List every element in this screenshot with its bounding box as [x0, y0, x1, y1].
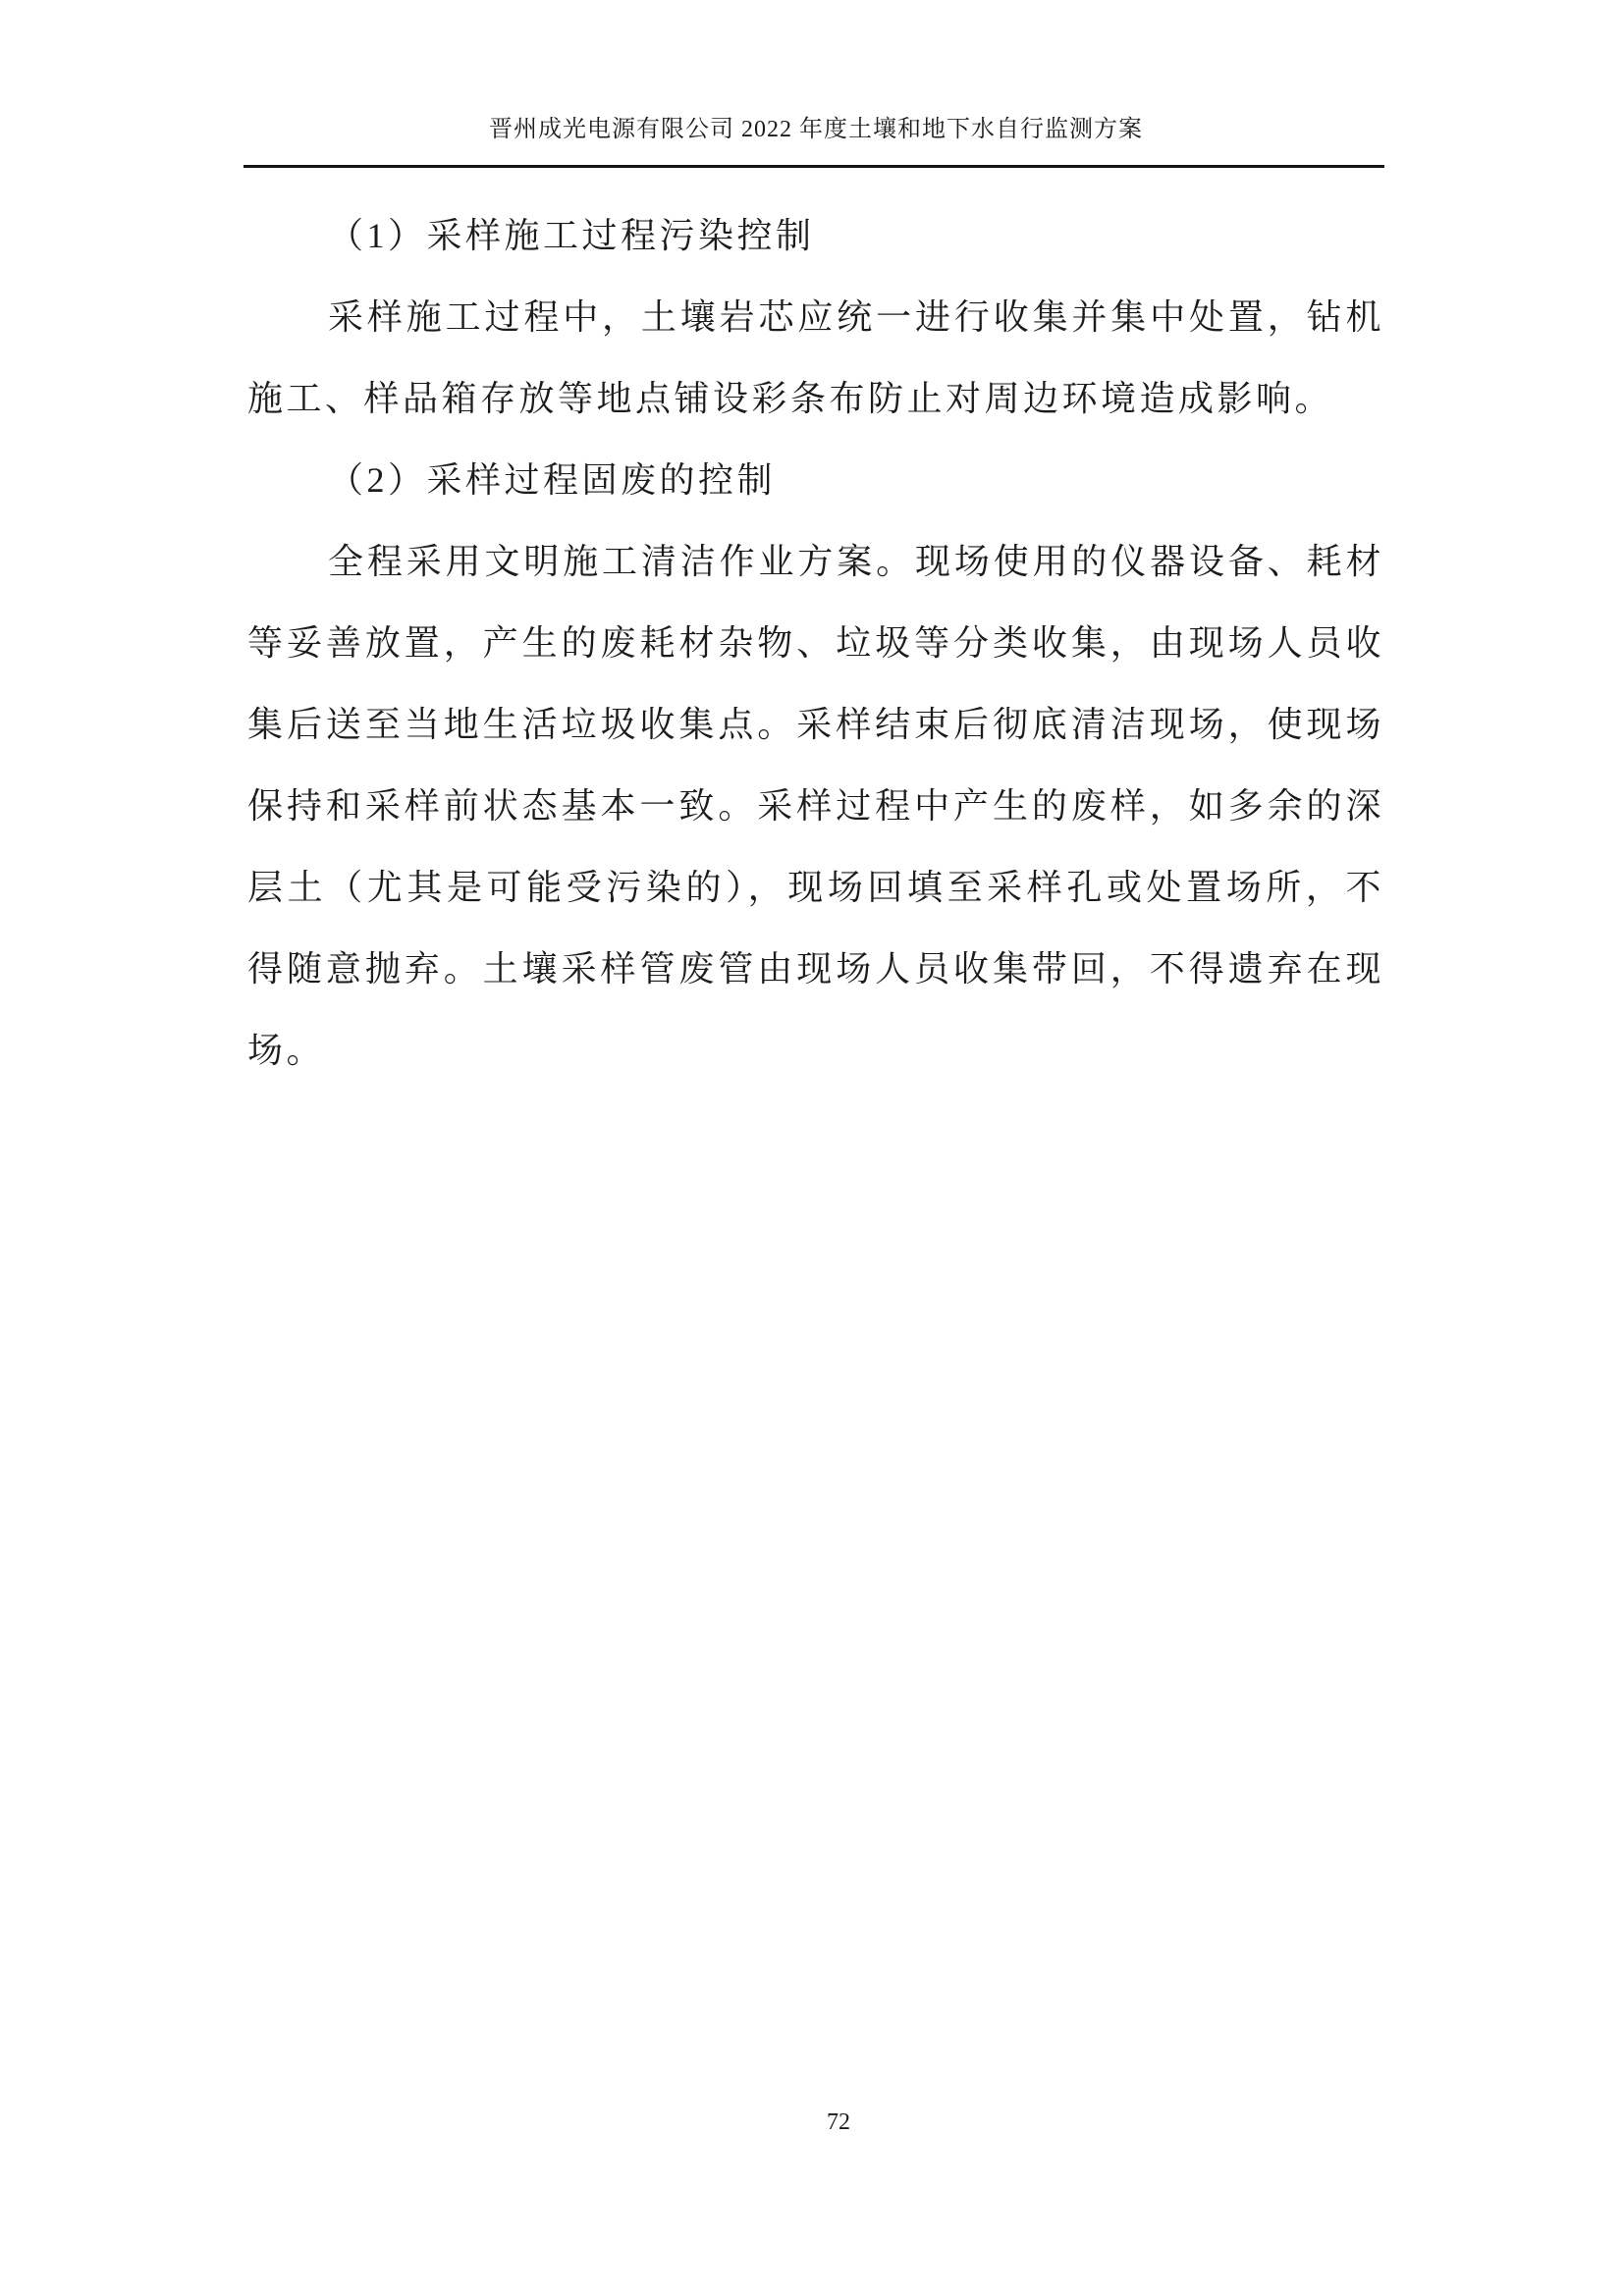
paragraph-line: 等妥善放置，产生的废耗材杂物、垃圾等分类收集，由现场人员收 [247, 623, 1384, 663]
paragraph-line: 集后送至当地生活垃圾收集点。采样结束后彻底清洁现场，使现场 [247, 705, 1384, 744]
page-number: 72 [827, 2109, 850, 2135]
body-text [247, 195, 1384, 1092]
paragraph-line: 保持和采样前状态基本一致。采样过程中产生的废样，如多余的深 [247, 786, 1384, 826]
section-heading-2: （2）采样过程固废的控制 [328, 460, 777, 500]
paragraph-line: 得随意抛弃。土壤采样管废管由现场人员收集带回，不得遗弃在现 [247, 949, 1384, 988]
paragraph-line: 全程采用文明施工清洁作业方案。现场使用的仪器设备、耗材 [328, 542, 1384, 581]
section-heading-1: （1）采样施工过程污染控制 [328, 216, 815, 255]
paragraph-line: 施工、样品箱存放等地点铺设彩条布防止对周边环境造成影响。 [247, 379, 1334, 418]
header-divider [243, 165, 1384, 168]
paragraph-2 [247, 521, 1384, 1092]
paragraph-line: 采样施工过程中，土壤岩芯应统一进行收集并集中处置，钻机 [328, 297, 1384, 337]
paragraph-1 [247, 277, 1384, 440]
running-header-title: 晋州成光电源有限公司 2022 年度土壤和地下水自行监测方案 [489, 117, 1143, 142]
paragraph-line: 层土（尤其是可能受污染的），现场回填至采样孔或处置场所，不 [247, 868, 1384, 907]
paragraph-line: 场。 [247, 1031, 326, 1070]
